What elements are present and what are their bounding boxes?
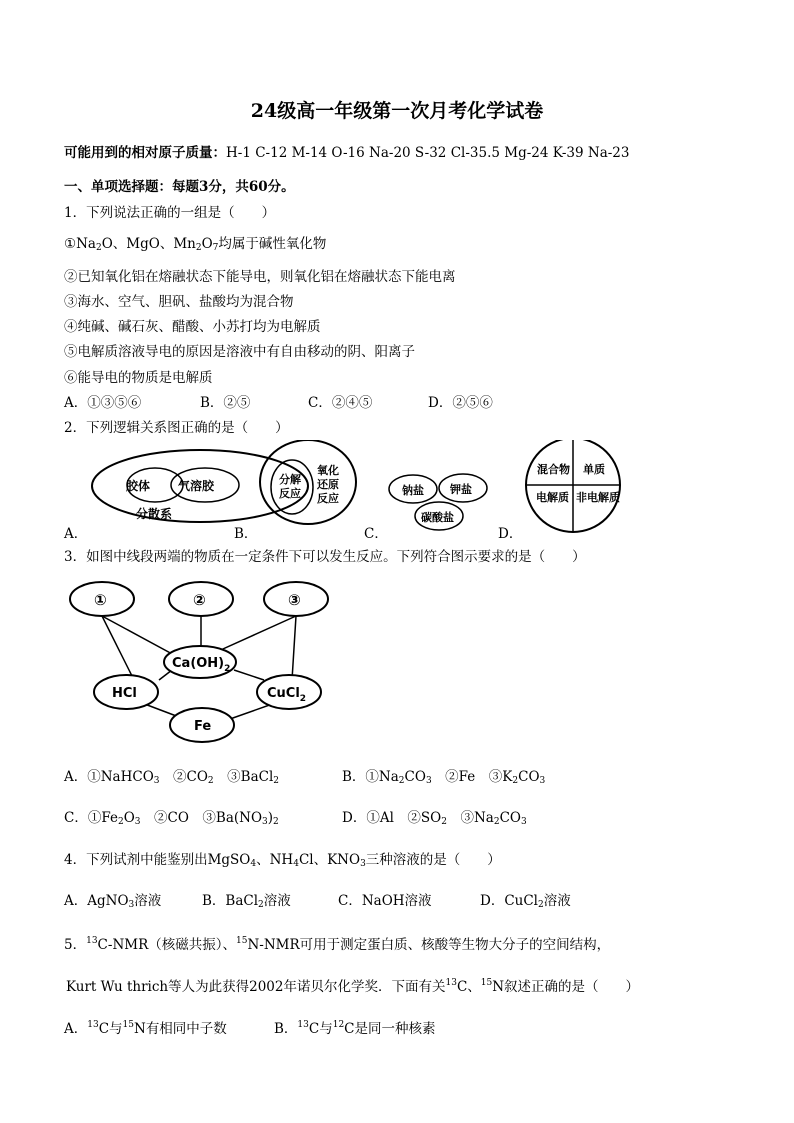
svg-text:电解质: 电解质 — [536, 491, 569, 504]
q1-option-a: A．①③⑤⑥ — [64, 395, 142, 411]
q2-stem: 2．下列逻辑关系图正确的是（ ） — [64, 420, 289, 436]
svg-text:分解: 分解 — [279, 473, 301, 486]
q5-line-2: Kurt Wu thrich等人为此获得2002年诺贝尔化学奖．下面有关$^{13}$C、$^{15}$N叙述正确的是（ ） — [66, 978, 640, 995]
q3-diagram — [64, 574, 334, 746]
q3-node-2: ② — [193, 591, 206, 609]
q4-stem: 4．下列试剂中能鉴别出MgSO$_4$、$NH_4Cl$、$KNO_3$三种溶液的是（ ） — [64, 852, 501, 869]
q1-statement-3: ③海水、空气、胆矾、盐酸均为混合物 — [64, 294, 294, 310]
svg-text:单质: 单质 — [583, 463, 605, 476]
q1-option-b: B．②⑤ — [200, 395, 251, 411]
svg-text:混合物: 混合物 — [537, 463, 570, 476]
q4-option-d: D．CuCl$_2$溶液 — [480, 893, 571, 910]
svg-text:氧化: 氧化 — [317, 464, 339, 477]
svg-text:反应: 反应 — [279, 487, 301, 500]
q1-statement-6: ⑥能导电的物质是电解质 — [64, 370, 213, 386]
q2-diagram-d — [526, 440, 620, 532]
q4-option-c: C．NaOH溶液 — [338, 893, 432, 909]
q3-node-cucl2: CuCl$_2$ — [267, 686, 307, 704]
atomic-mass-values: H-1 C-12 M-14 O-16 Na-20 S-32 Cl-35.5 Mg-24 K-39 Na-23 — [226, 145, 630, 161]
q2-diagram-c — [389, 474, 487, 530]
q3-node-hcl: HCl — [112, 686, 137, 701]
q1-option-d: D．②⑤⑥ — [428, 395, 493, 411]
q1-statement-5: ⑤电解质溶液导电的原因是溶液中有自由移动的阴、阳离子 — [64, 344, 415, 360]
svg-text:分散系: 分散系 — [136, 507, 173, 521]
q1-statement-4: ④纯碱、碱石灰、醋酸、小苏打均为电解质 — [64, 319, 321, 335]
q5-option-a: A．$^{13}$C与$^{15}$N有相同中子数 — [64, 1020, 227, 1037]
page-title: 24级高一年级第一次月考化学试卷 — [250, 100, 544, 122]
atomic-mass-label: 可能用到的相对原子质量： — [64, 145, 226, 161]
q3-option-b: B．$①Na_2CO_3$ ②Fe $③K_2CO_3$ — [342, 769, 546, 786]
svg-text:碳酸盐: 碳酸盐 — [421, 511, 454, 524]
q3-node-3: ③ — [288, 591, 301, 609]
svg-text:钾盐: 钾盐 — [450, 483, 472, 496]
q3-option-a: A．①NaHCO$_3$ $②CO_2$ ③BaCl$_2$ — [64, 769, 280, 786]
q4-option-a: A．AgNO$_3$溶液 — [64, 893, 162, 910]
svg-text:还原: 还原 — [317, 478, 339, 491]
section-heading: 一、单项选择题：每题3分，共60分。 — [64, 179, 295, 195]
svg-text:胶体: 胶体 — [126, 479, 151, 493]
q2-label-c: C． — [364, 526, 388, 542]
q2-label-a: A． — [64, 526, 88, 542]
svg-text:反应: 反应 — [317, 492, 339, 505]
atomic-mass-line — [64, 141, 629, 161]
q5-option-b: B．$^{13}$C与$^{12}$C是同一种核素 — [274, 1020, 436, 1037]
q2-label-d: D． — [498, 526, 523, 542]
q1-statement-2: ②已知氧化铝在熔融状态下能导电，则氧化铝在熔融状态下能电离 — [64, 269, 456, 285]
q3-node-caoh2: $Ca(OH)_2$ — [172, 656, 231, 674]
svg-text:钠盐: 钠盐 — [402, 484, 424, 497]
q1-statement-1: $①Na_2O$、MgO、$Mn_2O_7$均属于碱性氧化物 — [64, 236, 327, 253]
q5-line-1: 5．$^{13}$C-NMR（核磁共振）、$^{15}$N-NMR可用于测定蛋白质、核酸等生物大分子的空间结构， — [64, 936, 611, 953]
q4-option-b: B．BaCl$_2$溶液 — [202, 893, 291, 910]
q3-option-c: C．$①Fe_2O_3$ ②CO $③Ba(NO_3)_2$ — [64, 810, 279, 827]
q3-option-d: D．①Al $②SO_2$ $③Na_2CO_3$ — [342, 810, 527, 827]
q2-diagram-a — [92, 450, 308, 522]
q1-stem: 1．下列说法正确的一组是（ ） — [64, 205, 276, 221]
q3-node-fe: Fe — [194, 719, 212, 734]
q1-option-c: C．②④⑤ — [308, 395, 373, 411]
q3-node-1: ① — [94, 591, 107, 609]
svg-text:气溶胶: 气溶胶 — [178, 479, 215, 493]
svg-text:非电解质: 非电解质 — [576, 491, 620, 504]
q2-diagrams — [60, 440, 640, 540]
q2-label-b: B． — [234, 526, 258, 542]
q3-stem: 3．如图中线段两端的物质在一定条件下可以发生反应。下列符合图示要求的是（ ） — [64, 549, 586, 565]
